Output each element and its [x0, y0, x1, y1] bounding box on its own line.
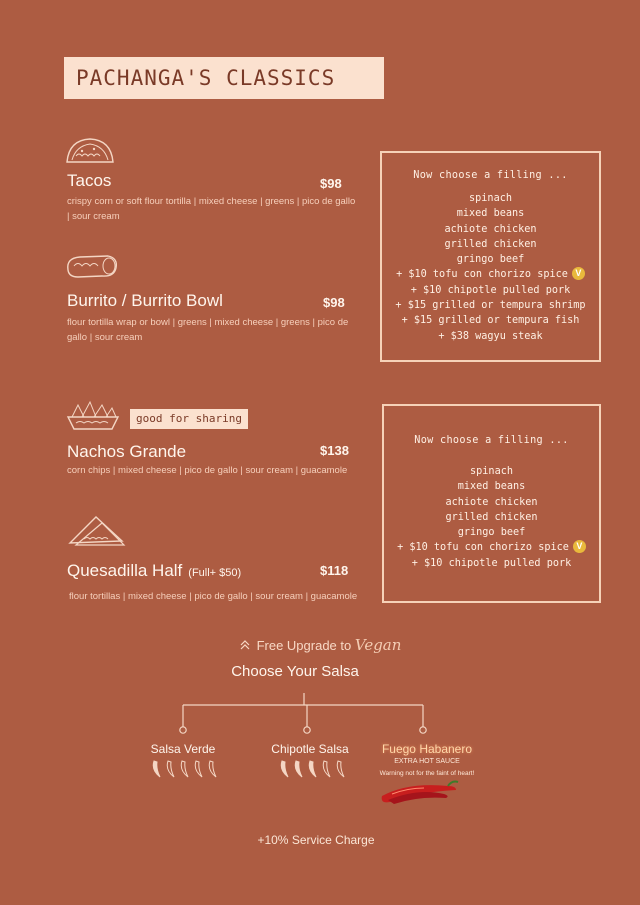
item-price-tacos: $98 — [320, 176, 342, 191]
quesadilla-icon — [66, 513, 128, 551]
red-chili-peppers-icon — [378, 778, 462, 804]
filling-option: grilled chicken — [445, 511, 538, 523]
filling-option: grilled chicken — [444, 238, 537, 250]
filling-option: achiote chicken — [445, 496, 538, 508]
salsa-option-chipotle: Chipotle Salsa — [271, 742, 349, 756]
filling-option: + $15 grilled or tempura shrimp — [395, 300, 586, 312]
taco-icon — [64, 136, 116, 166]
double-chevron-up-icon — [239, 639, 251, 651]
filling-heading: Now choose a filling ... — [414, 435, 569, 446]
filling-option: achiote chicken — [444, 223, 537, 235]
salsa-heading: Choose Your Salsa — [231, 663, 359, 680]
full-size-note: (Full+ $50) — [188, 567, 242, 579]
filling-option: gringo beef — [457, 527, 526, 539]
item-name-burrito: Burrito / Burrito Bowl — [67, 291, 223, 310]
filling-option: + $10 tofu con chorizo spice V — [384, 540, 599, 555]
heat-warning: Warning not for the faint of heart! — [379, 770, 475, 777]
salsa-option-verde: Salsa Verde — [150, 742, 216, 756]
filling-option: + $10 tofu con chorizo spice V — [382, 267, 599, 282]
service-charge-note: +10% Service Charge — [257, 833, 375, 847]
item-name-tacos: Tacos — [67, 171, 112, 190]
chili-heat-rating-icon — [276, 758, 352, 780]
filling-option: + $38 wagyu steak — [438, 330, 543, 342]
item-desc-tacos: crispy corn or soft flour tortilla | mixed cheese | greens | pico de gallo | sour cream — [67, 196, 356, 222]
vegan-word: Vegan — [354, 636, 402, 654]
filling-box-2 — [382, 404, 601, 603]
filling-option: gringo beef — [456, 254, 525, 266]
sharing-badge: good for sharing — [130, 409, 248, 429]
filling-option: + $15 grilled or tempura fish — [401, 315, 580, 327]
item-price-burrito: $98 — [323, 295, 345, 310]
item-desc-quesadilla: flour tortillas | mixed cheese | pico de gallo | sour cream | guacamole — [69, 591, 358, 602]
vegan-badge: V — [573, 540, 586, 553]
salsa-tree-lines — [176, 693, 432, 737]
item-desc-nachos: corn chips | mixed cheese | pico de gallo | sour cream | guacamole — [67, 465, 348, 476]
vegan-upgrade-note: Free Upgrade to Vegan — [0, 636, 640, 654]
filling-option: + $10 chipotle pulled pork — [411, 557, 572, 569]
burrito-icon — [64, 252, 120, 280]
page-title: PACHANGA'S CLASSICS — [64, 57, 384, 99]
vegan-badge: V — [572, 267, 585, 280]
filling-heading: Now choose a filling ... — [413, 170, 568, 181]
filling-option: + $10 chipotle pulled pork — [410, 284, 571, 296]
item-name-nachos: Nachos Grande — [67, 442, 187, 461]
filling-option: mixed beans — [456, 208, 525, 220]
filling-box-1 — [380, 151, 601, 362]
item-desc-burrito: flour tortilla wrap or bowl | greens | mixed cheese | greens | pico de gallo | sour cream — [67, 317, 349, 343]
filling-option: spinach — [470, 466, 513, 477]
item-price-nachos: $138 — [320, 443, 349, 458]
extra-hot-label: EXTRA HOT SAUCE — [394, 758, 460, 765]
filling-option: mixed beans — [457, 481, 526, 493]
nachos-icon — [62, 399, 124, 433]
item-name-quesadilla: Quesadilla Half (Full+ $50) — [67, 561, 242, 580]
salsa-option-fuego: Fuego Habanero — [381, 742, 473, 756]
filling-option: spinach — [469, 193, 512, 204]
chili-heat-rating-icon — [148, 758, 224, 780]
item-price-quesadilla: $118 — [320, 563, 349, 578]
